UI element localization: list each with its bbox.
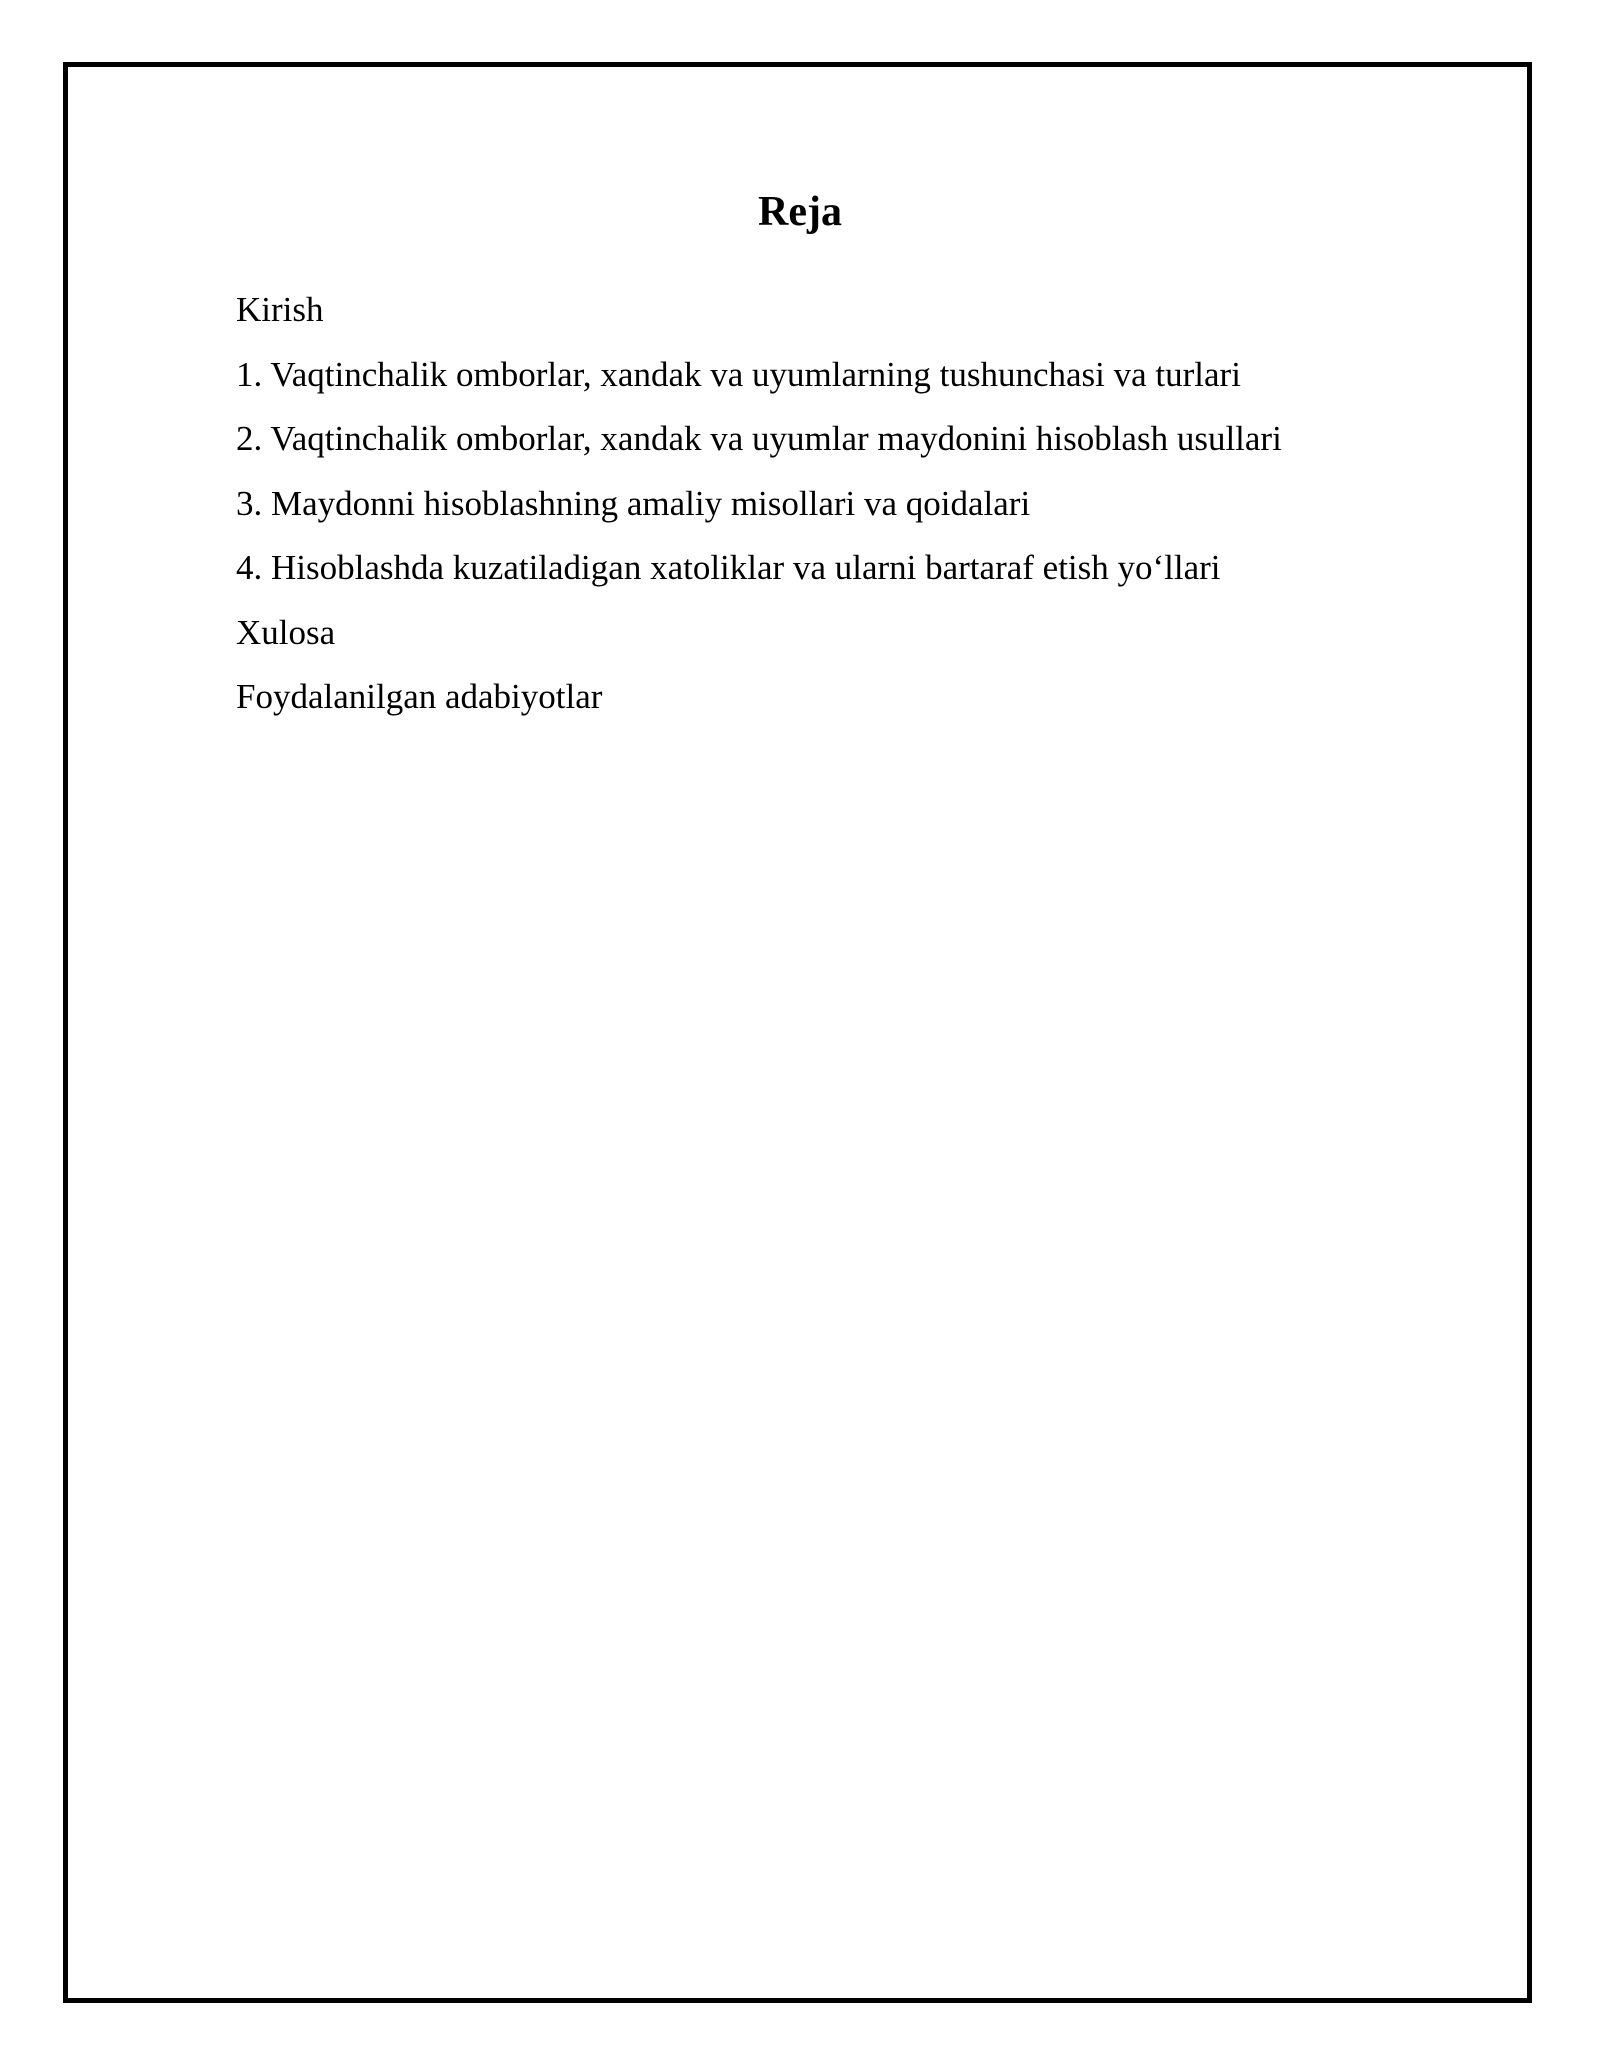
plan-item-conclusion: Xulosa <box>236 612 336 652</box>
plan-item-4: 4. Hisoblashda kuzatiladigan xatoliklar va ularni bartaraf etish yo‘llari <box>236 548 1221 587</box>
plan-item-introduction: Kirish <box>236 290 324 329</box>
plan-item-2: 2. Vaqtinchalik omborlar, xandak va uyumlar maydonini hisoblash usullari <box>236 419 1282 458</box>
plan-item-3: 3. Maydonni hisoblashning amaliy misollari va qoidalari <box>236 483 1031 523</box>
plan-list <box>236 288 1282 740</box>
plan-item-references: Foydalanilgan adabiyotlar <box>236 677 603 716</box>
plan-item-1: 1. Vaqtinchalik omborlar, xandak va uyumlarning tushunchasi va turlari <box>236 354 1241 394</box>
page-title: Reja <box>758 189 842 235</box>
